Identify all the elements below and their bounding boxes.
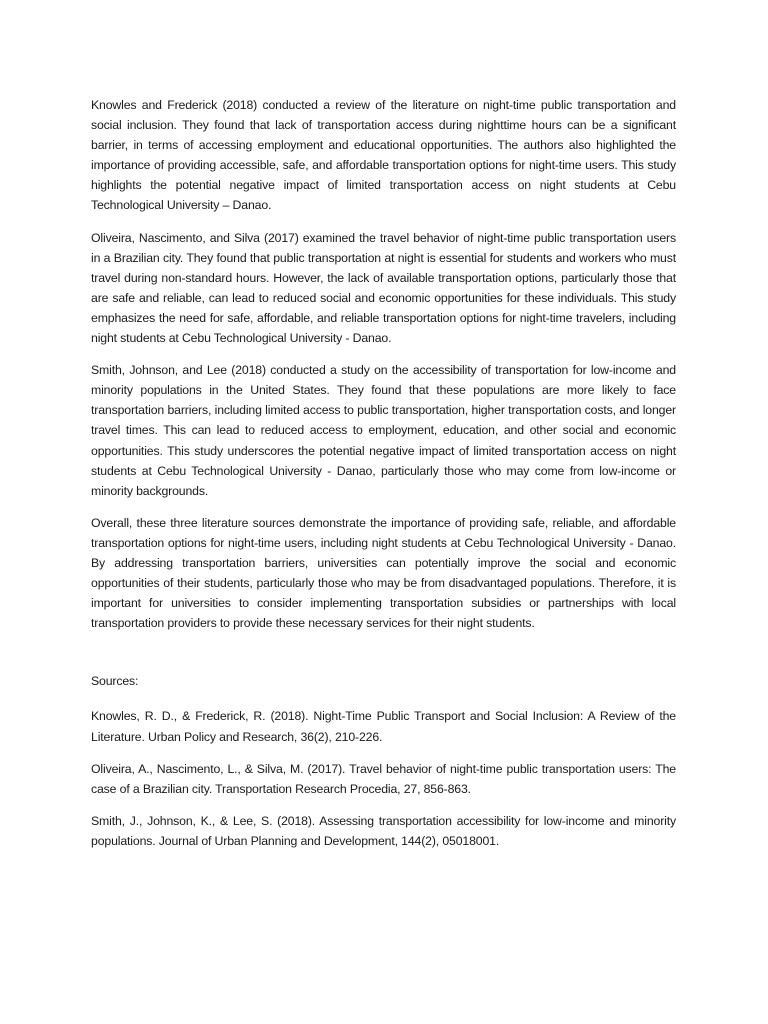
- paragraph-knowles-frederick: Knowles and Frederick (2018) conducted a review of the literature on night-time public transportation and social inclusion. They found that lack of transportation access during nighttime hours can be a significant barrier, in terms of accessing employment and educational opportunities. The authors also highlighted the importance of providing accessible, safe, and affordable transportation options for night-time users. This study highlights the potential negative impact of limited transportation access on night students at Cebu Technological University – Danao.: [91, 98, 676, 213]
- reference-oliveira: Oliveira, A., Nascimento, L., & Silva, M. (2017). Travel behavior of night-time public transportation users: The case of a Brazilian city. Transportation Research Procedia, 27, 856-863.: [91, 761, 676, 796]
- sources-heading: Sources:: [91, 674, 139, 689]
- paragraph-overall-summary: Overall, these three literature sources demonstrate the importance of providing safe, reliable, and affordable transportation options for night-time users, including night students at Cebu Technological University - Danao. By addressing transportation barriers, universities can potentially improve the social and economic opportunities of their students, particularly those who may be from disadvantaged populations. Therefore, it is important for universities to consider implementing transportation subsidies or partnerships with local transportation providers to provide these necessary services for their night students.: [91, 515, 676, 631]
- reference-smith: Smith, J., Johnson, K., & Lee, S. (2018). Assessing transportation accessibility for low-income and minority populations. Journal of Urban Planning and Development, 144(2), 05018001.: [91, 813, 676, 848]
- document-body: [91, 95, 676, 863]
- reference-knowles: Knowles, R. D., & Frederick, R. (2018). Night-Time Public Transport and Social Inclusion: A Review of the Literature. Urban Policy and Research, 36(2), 210-226.: [91, 709, 676, 744]
- paragraph-oliveira-nascimento-silva: Oliveira, Nascimento, and Silva (2017) examined the travel behavior of night-time public transportation users in a Brazilian city. They found that public transportation at night is essential for students and workers who must travel during non-standard hours. However, the lack of available transportation options, particularly those that are safe and reliable, can lead to reduced social and economic opportunities for these individuals. This study emphasizes the need for safe, affordable, and reliable transportation options for night-time travelers, including night students at Cebu Technological University - Danao.: [91, 230, 676, 346]
- paragraph-smith-johnson-lee: Smith, Johnson, and Lee (2018) conducted a study on the accessibility of transportation for low-income and minority populations in the United States. They found that these populations are more likely to face transportation barriers, including limited access to public transportation, higher transportation costs, and longer travel times. This can lead to reduced access to employment, education, and other social and economic opportunities. This study underscores the potential negative impact of limited transportation access on night students at Cebu Technological University - Danao, particularly those who may come from low-income or minority backgrounds.: [91, 363, 676, 498]
